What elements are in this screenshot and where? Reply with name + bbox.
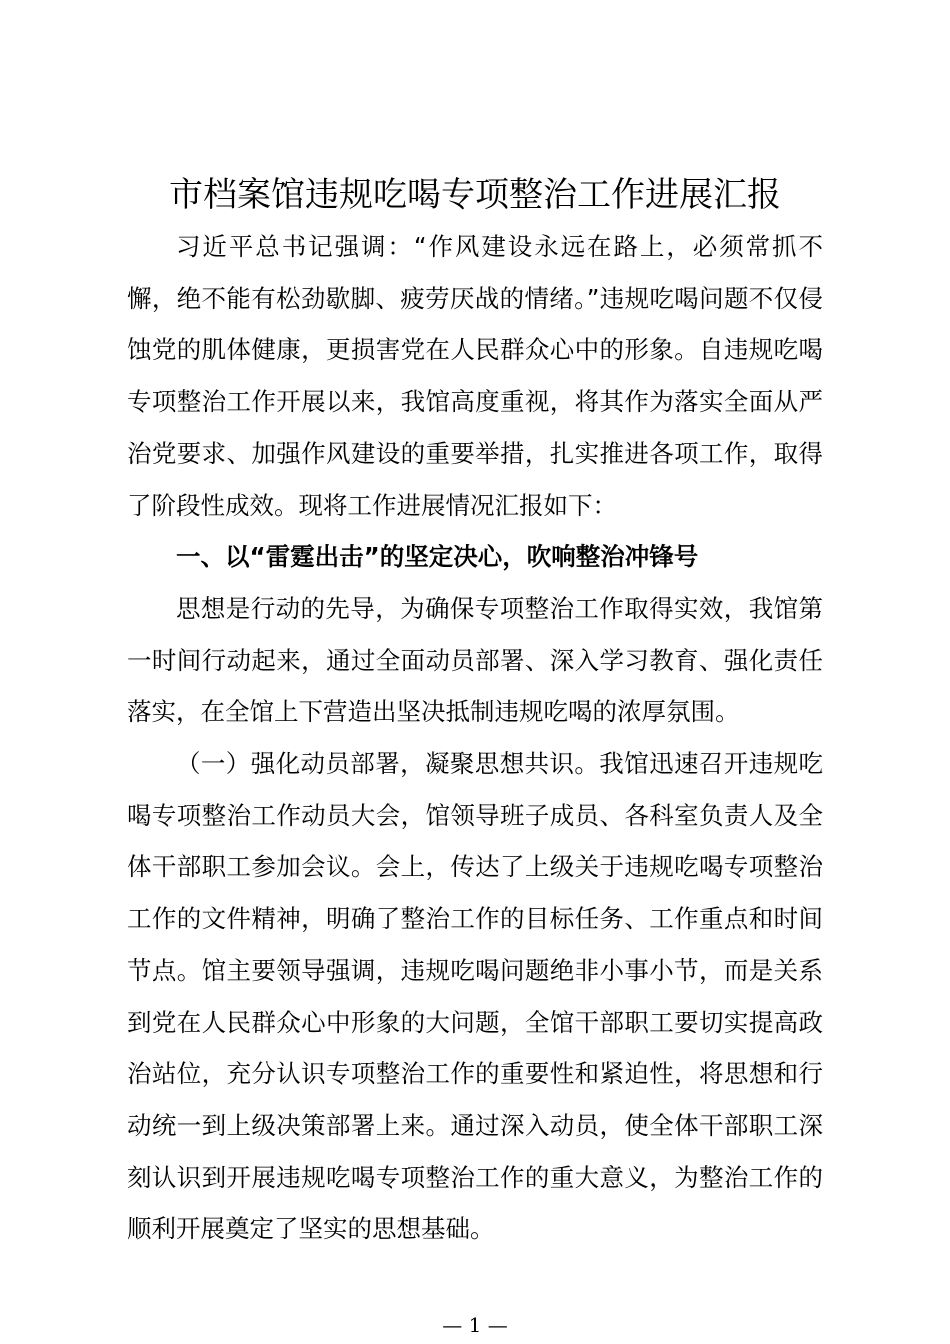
page-number: — 1 — [442,1313,508,1337]
subsection-1-paragraph: （一）强化动员部署，凝聚思想共识。我馆迅速召开违规吃喝专项整治工作动员大会，馆领导班子成员、各科室负责人及全体干部职工参加会议。会上，传达了上级关于违规吃喝专项整治工作的文件精神，明确了整治工作的目标任务、工作重点和时间节点。馆主要领导强调，违规吃喝问题绝非小事小节，而是关系到党在人民群众心中形象的大问题，全馆干部职工要切实提高政治站位，充分认识专项整治工作的重要性和紧迫性，将思想和行动统一到上级决策部署上来。通过深入动员，使全体干部职工深刻认识到开展违规吃喝专项整治工作的重大意义，为整治工作的顺利开展奠定了坚实的思想基础。 [127,749,823,1244]
document-title: 市档案馆违规吃喝专项整治工作进展汇报 [169,175,781,215]
document-body [127,221,823,1255]
section-1-paragraph: 思想是行动的先导，为确保专项整治工作取得实效，我馆第一时间行动起来，通过全面动员部署、深入学习教育、强化责任落实，在全馆上下营造出坚决抵制违规吃喝的浓厚氛围。 [127,593,823,727]
intro-paragraph: 习近平总书记强调：“作风建设永远在路上，必须常抓不懈，绝不能有松劲歇脚、疲劳厌战的情绪。”违规吃喝问题不仅侵蚀党的肌体健康，更损害党在人民群众心中的形象。自违规吃喝专项整治工作开展以来，我馆高度重视，将其作为落实全面从严治党要求、加强作风建设的重要举措，扎实推进各项工作，取得了阶段性成效。现将工作进展情况汇报如下： [127,232,823,520]
section-heading-1: 一、以“雷霆出击”的坚定决心，吹响整治冲锋号 [176,542,699,572]
